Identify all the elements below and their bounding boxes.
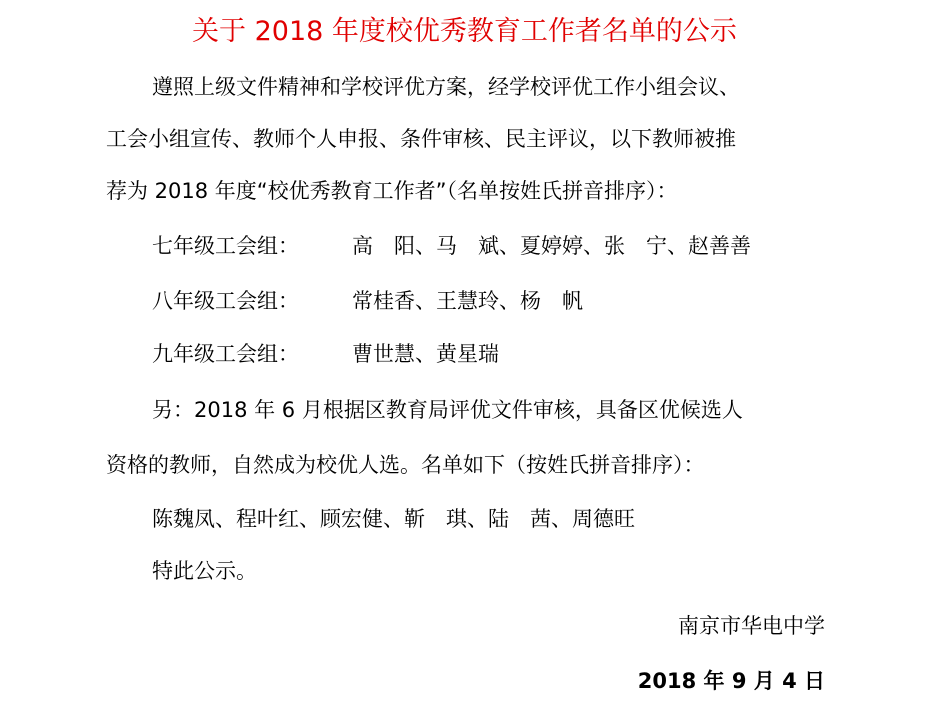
group-names: 常桂香、王慧玲、杨 帆	[352, 289, 583, 313]
additional-line-1: 另：2018 年 6 月根据区教育局评优文件审核，具备区优候选人	[152, 398, 743, 422]
page-title: 关于 2018 年度校优秀教育工作者名单的公示	[192, 16, 737, 47]
group-label: 七年级工会组：	[152, 234, 299, 258]
additional-line-2: 资格的教师，自然成为校优人选。名单如下（按姓氏拼音排序）：	[106, 453, 705, 477]
intro-line-2: 工会小组宣传、教师个人申报、条件审核、民主评议，以下教师被推	[106, 127, 736, 151]
group-row-grade8	[152, 286, 583, 316]
group-names: 曹世慧、黄星瑞	[352, 342, 499, 366]
group-row-grade9	[152, 339, 499, 369]
additional-names: 陈魏凤、程叶红、顾宏健、靳 琪、陆 茜、周德旺	[152, 507, 635, 531]
group-row-grade7	[152, 231, 751, 261]
signature-date: 2018 年 9 月 4 日	[637, 669, 825, 693]
intro-line-1: 遵照上级文件精神和学校评优方案，经学校评优工作小组会议、	[152, 75, 740, 99]
closing-text: 特此公示。	[152, 559, 257, 583]
intro-line-3: 荐为 2018 年度“校优秀教育工作者”（名单按姓氏拼音排序）：	[106, 179, 678, 203]
signature-school: 南京市华电中学	[678, 614, 825, 638]
group-label: 九年级工会组：	[152, 342, 299, 366]
group-label: 八年级工会组：	[152, 289, 299, 313]
group-names: 高 阳、马 斌、夏婷婷、张 宁、赵善善	[352, 234, 751, 258]
